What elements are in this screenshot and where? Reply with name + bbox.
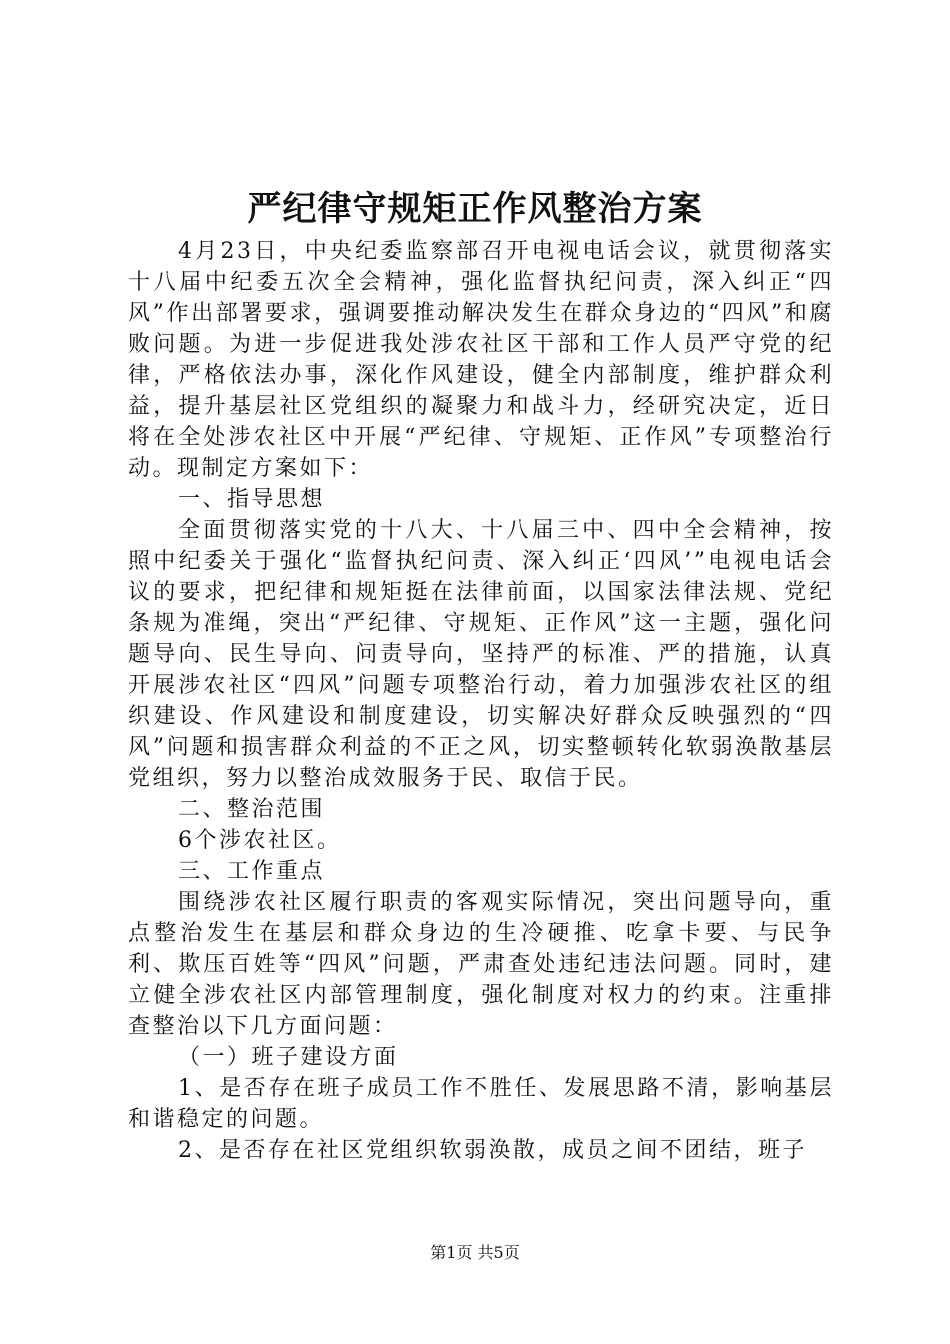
guiding-thought-paragraph: 全面贯彻落实党的十八大、十八届三中、四中全会精神，按照中纪委关于强化“监督执纪问责、深入纠正‘四风’”电视电话会议的要求，把纪律和规矩挺在法律前面，以国家法律法规、党纪条规为准绳，突出“严纪律、守规矩、正作风”这一主题，强化问题导向、民生导向、问责导向，坚持严的标准、严的措施，认真开展涉农社区“四风”问题专项整治行动，着力加强涉农社区的组织建设、作风建设和制度建设，切实解决好群众反映强烈的“四风”问题和损害群众利益的不正之风，切实整顿转化软弱涣散基层党组织，努力以整治成效服务于民、取信于民。 <box>128 518 834 791</box>
document-body <box>128 236 834 1166</box>
section-heading-guiding-thought: 一、指导思想 <box>178 487 326 512</box>
intro-paragraph: 4月23日，中央纪委监察部召开电视电话会议，就贯彻落实十八届中纪委五次全会精神，强化监督执纪问责，深入纠正“四风”作出部署要求，强调要推动解决发生在群众身边的“四风”和腐败问题。为进一步促进我处涉农社区干部和工作人员严守党的纪律，严格依法办事，深化作风建设，健全内部制度，维护群众利益，提升基层社区党组织的凝聚力和战斗力，经研究决定，近日将在全处涉农社区中开展“严纪律、守规矩、正作风”专项整治行动。现制定方案如下： <box>128 239 834 481</box>
list-item: 1、是否存在班子成员工作不胜任、发展思路不清，影响基层和谐稳定的问题。 <box>128 1076 834 1132</box>
work-focus-paragraph: 围绕涉农社区履行职责的客观实际情况，突出问题导向，重点整治发生在基层和群众身边的生冷硬推、吃拿卡要、与民争利、欺压百姓等“四风”问题，严肃查处违纪违法问题。同时，建立健全涉农社区内部管理制度，强化制度对权力的约束。注重排查整治以下几方面问题： <box>128 890 834 1039</box>
section-heading-scope: 二、整治范围 <box>178 797 326 822</box>
section-heading-work-focus: 三、工作重点 <box>178 859 326 884</box>
page-indicator: 第1页 共5页 <box>430 1243 520 1262</box>
document-title: 严纪律守规矩正作风整治方案 <box>247 189 703 229</box>
subsection-heading-team-building: （一）班子建设方面 <box>178 1045 399 1070</box>
scope-paragraph: 6个涉农社区。 <box>178 828 342 853</box>
list-item: 2、是否存在社区党组织软弱涣散，成员之间不团结，班子 <box>178 1138 807 1163</box>
